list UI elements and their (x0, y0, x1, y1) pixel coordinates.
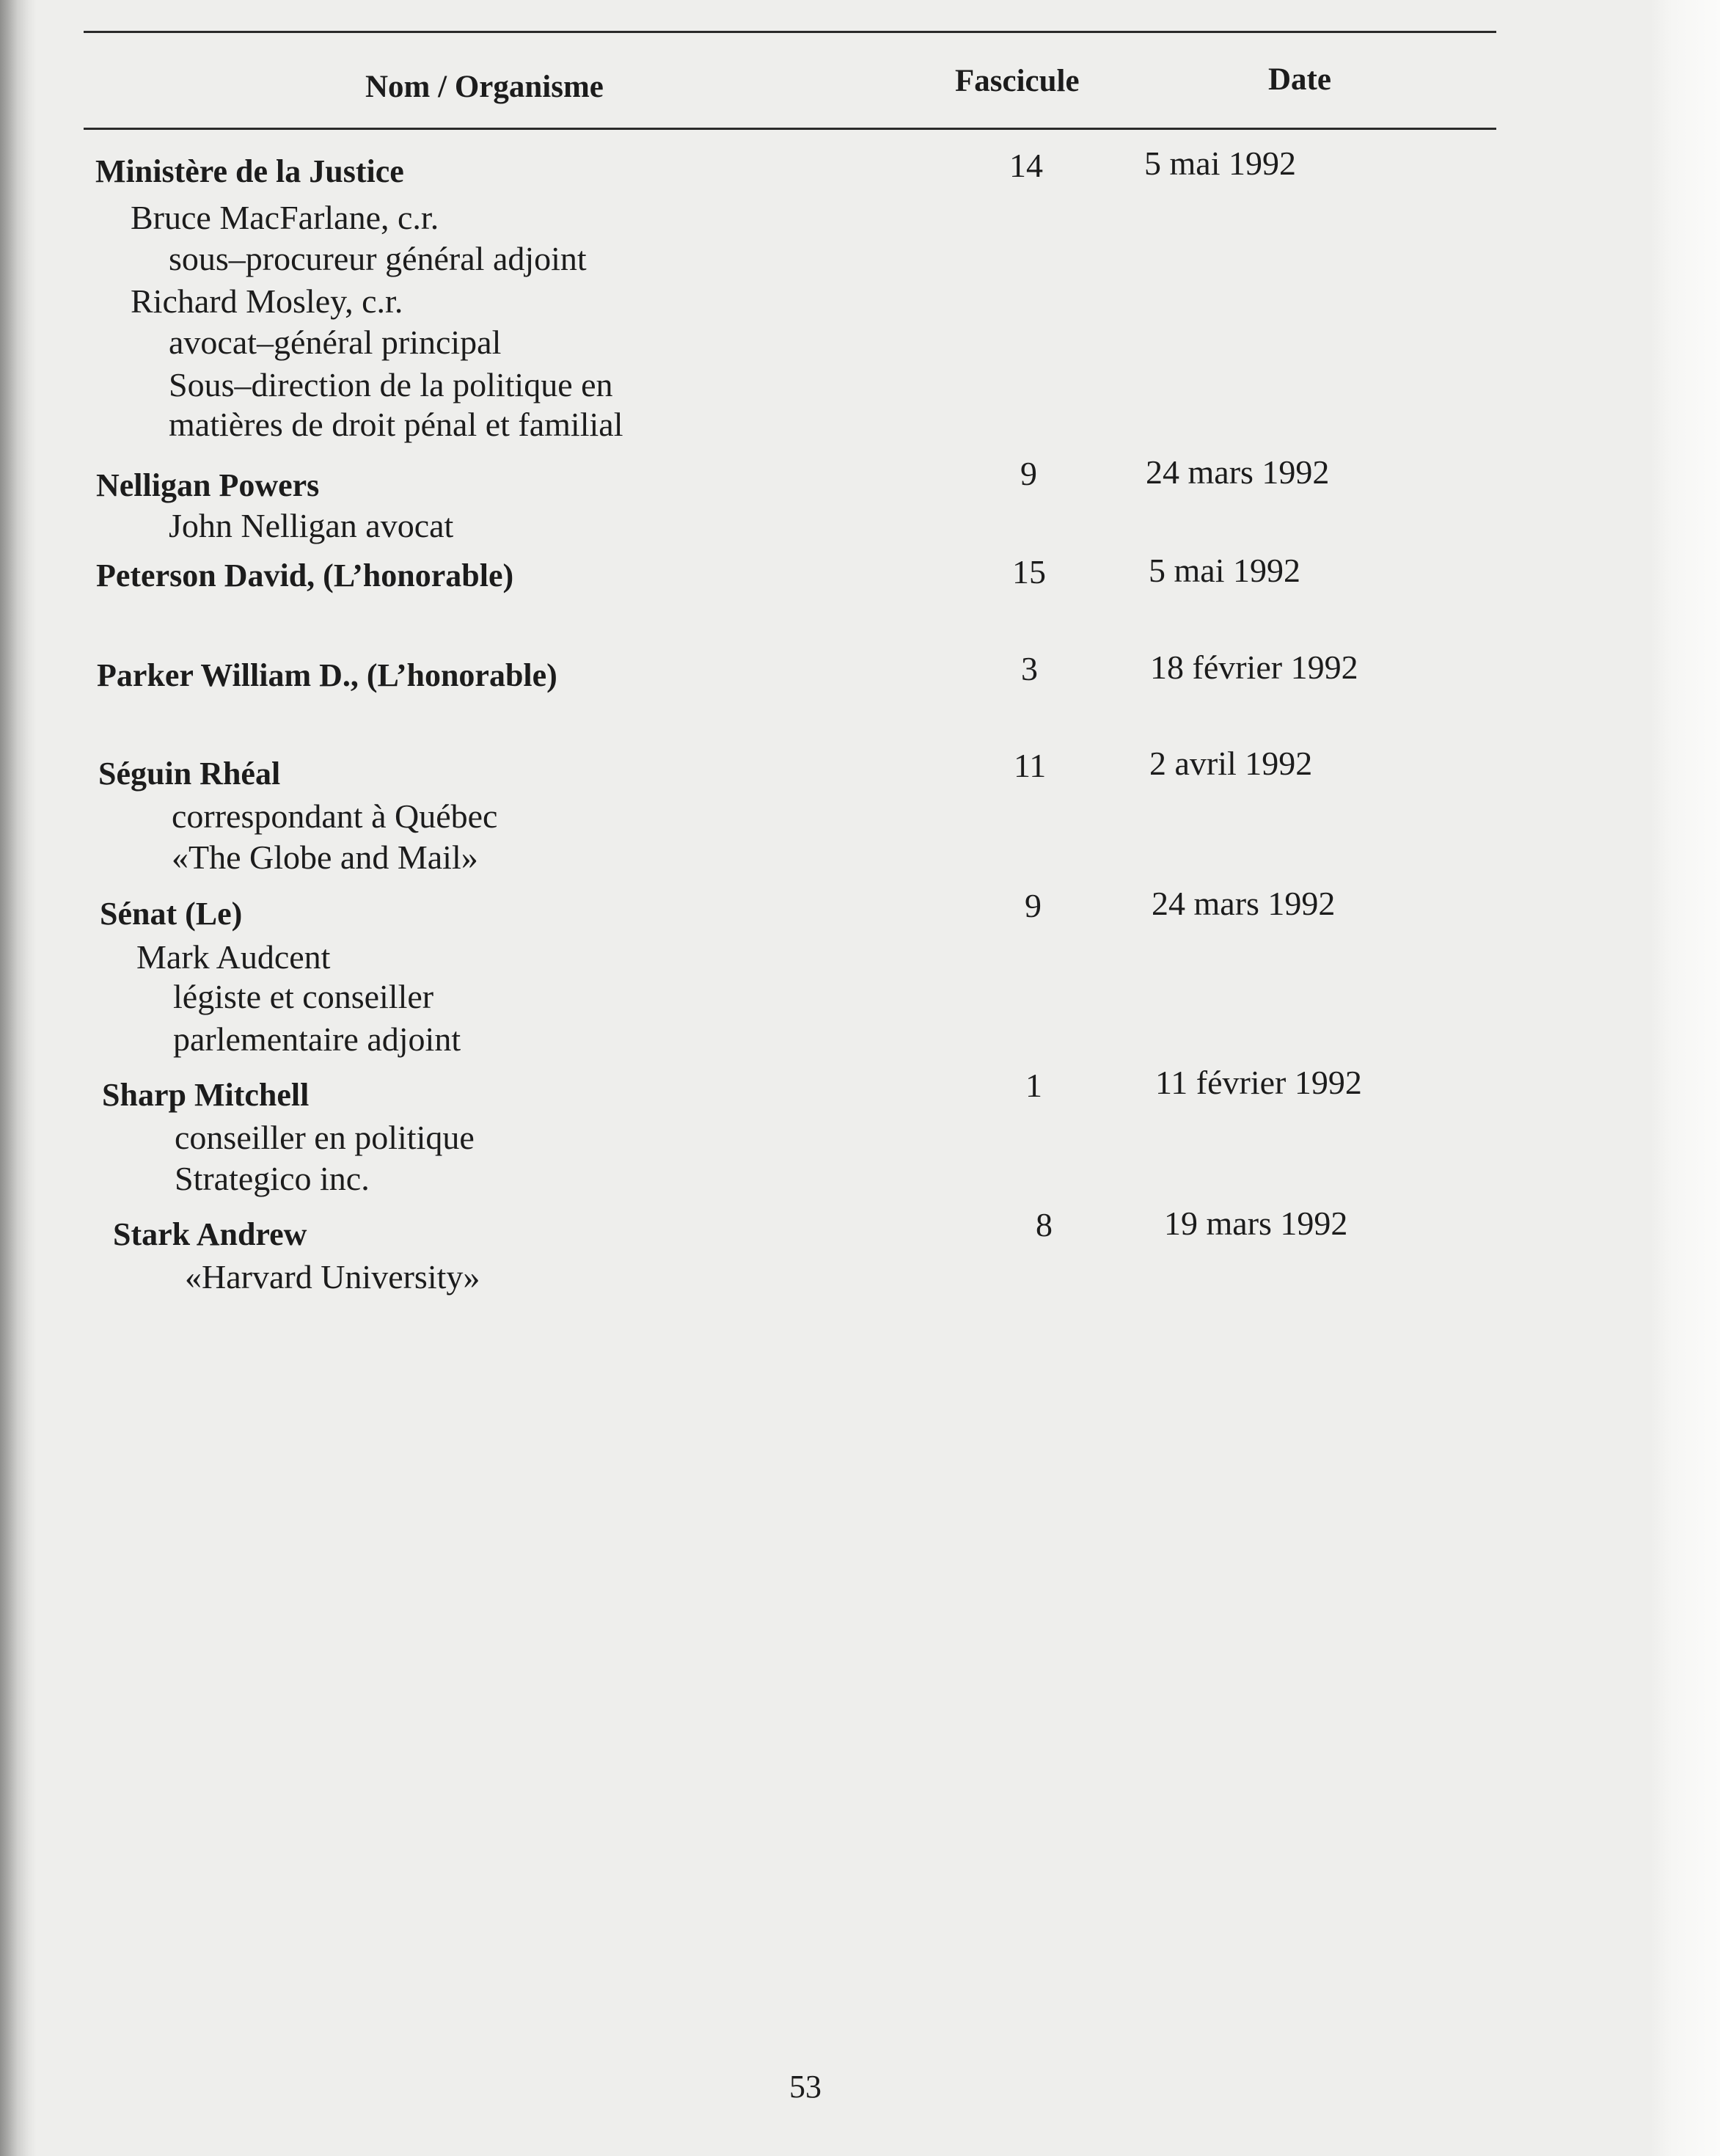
entry-name: Peterson David, (L’honorable) (96, 558, 514, 593)
entry-name: Stark Andrew (113, 1216, 307, 1252)
entry-detail-line: «The Globe and Mail» (172, 838, 478, 876)
entry-fascicule: 11 (1014, 747, 1047, 784)
entry-detail-line: Mark Audcent (136, 938, 331, 976)
entry-detail-line: légiste et conseiller (173, 978, 434, 1015)
entry-date: 19 mars 1992 (1164, 1205, 1348, 1242)
entry-fascicule: 8 (1036, 1206, 1053, 1243)
entry-detail-line: matières de droit pénal et familial (169, 406, 623, 443)
entry-fascicule: 9 (1025, 887, 1042, 924)
page-right-margin (1650, 0, 1720, 2156)
entry-detail-line: «Harvard University» (185, 1258, 480, 1296)
entry-date: 24 mars 1992 (1146, 453, 1330, 491)
header-date: Date (1268, 62, 1331, 97)
entry-fascicule: 9 (1020, 455, 1037, 492)
entry-date: 18 février 1992 (1150, 648, 1358, 686)
entry-detail-line: Strategico inc. (175, 1160, 370, 1197)
entry-name: Parker William D., (L’honorable) (97, 657, 557, 693)
entry-date: 5 mai 1992 (1149, 552, 1300, 589)
entry-detail-line: John Nelligan avocat (169, 507, 454, 544)
entry-detail-line: Bruce MacFarlane, c.r. (131, 199, 439, 236)
entry-name: Séguin Rhéal (98, 756, 281, 792)
entry-detail-line: correspondant à Québec (172, 797, 498, 835)
entry-date: 24 mars 1992 (1152, 885, 1336, 922)
entry-name: Ministère de la Justice (95, 153, 404, 189)
entry-fascicule: 3 (1021, 650, 1038, 687)
entry-date: 5 mai 1992 (1144, 145, 1296, 182)
entry-fascicule: 14 (1009, 147, 1043, 184)
page-number: 53 (789, 2069, 821, 2105)
entry-date: 11 février 1992 (1155, 1064, 1362, 1101)
entry-name: Nelligan Powers (96, 467, 320, 503)
page-binding-shadow (0, 0, 37, 2156)
entry-detail-line: Sous–direction de la politique en (169, 366, 613, 403)
header-fascicule: Fascicule (955, 64, 1080, 98)
entry-date: 2 avril 1992 (1149, 745, 1313, 782)
entry-fascicule: 15 (1012, 553, 1046, 591)
entry-detail-line: conseiller en politique (175, 1119, 475, 1156)
entry-name: Sharp Mitchell (102, 1077, 310, 1113)
entry-name: Sénat (Le) (100, 896, 243, 932)
entry-detail-line: parlementaire adjoint (173, 1020, 461, 1058)
header-nom-organisme: Nom / Organisme (365, 70, 604, 104)
entry-detail-line: Richard Mosley, c.r. (131, 282, 403, 320)
entry-detail-line: sous–procureur général adjoint (169, 240, 587, 277)
table-top-rule (84, 31, 1496, 33)
entry-fascicule: 1 (1025, 1067, 1042, 1104)
table-header-rule (84, 128, 1496, 130)
entry-detail-line: avocat–général principal (169, 324, 502, 361)
